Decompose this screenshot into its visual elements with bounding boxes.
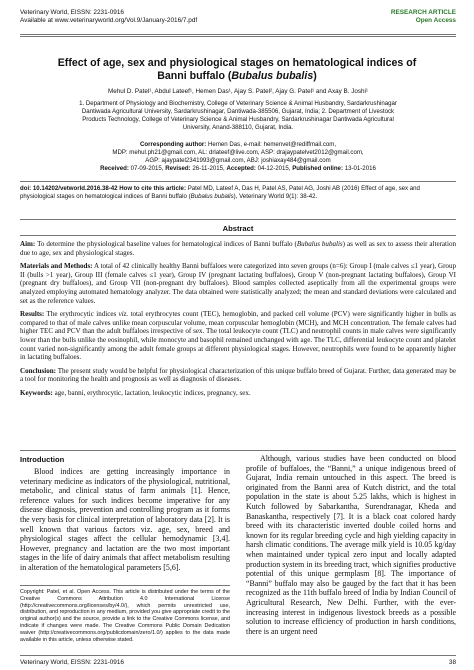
intro-paragraph: Although, various studies have been conducted on blood profile of buffaloes, the “Banni,” a unique indigenous breed of Gujarat, India remain untouched in this aspect. The breed is originated from the Banni area of Kutch district, and the total population in the state is about 5.25 lakhs, which is highest in Kutch followed by Sabarkantha, Surendranagar, Kheda and Banaskantha, respectively [7]. It is a black coat colored hardy breed with its characteristic inverted double coiled horns and known for its regular breeding cycle and high yielding capacity in harsh climatic conditions. The average milk yield is 10.05 kg/day when maintained under typical zero input and locally adapted production system in its breeding tract, which signifies productive potential of this unique germplasm [8]. The importance of “Banni” buffalo may also be gauged by the fact that it has been recognized as the 11th buffalo breed of India by Indian Council of Agricultural Research, New Delhi. Further, with the ever-increasing interest in indigenous livestock breeds as a possible solution to increase efficiency of production in harsh conditions, there is an urgent need [246, 454, 456, 636]
affiliation-line: University, Anand-388110, Gujarat, India. [182, 124, 294, 132]
intro-column-right [246, 454, 456, 636]
doi[interactable]: doi: 10.14202/vetworld.2016.38-42 [20, 185, 118, 192]
footer-journal: Veterinary World, EISSN: 2231-0916 [20, 659, 124, 666]
title-post: ) [313, 70, 317, 82]
conclusion-label: Conclusion: [20, 366, 57, 375]
results-label: Results: [20, 310, 45, 319]
article-dates [30, 165, 446, 173]
received-label: Received: [100, 165, 129, 172]
citation-bottom-rule [20, 219, 456, 220]
intro-column-left [20, 467, 230, 573]
intro-paragraph: Blood indices are getting increasingly importance in veterinary medicine as indicators of the physiological, nutritional, metabolic, and clinical status of farm animals [1]. Hence, reference values for such indices become imperative for any disease diagnosis, prevention and controlling program as it forms the very basis for clinical interpretation of laboratory data [2]. It is well known that various factors viz. age, sex, breed and physiological stages affect the cellular hemodynamic [3,4]. However, pregnancy and lactation are the two most important stages in the life of dairy animals that affect metabolism resulting in alteration of the hematological parameters [5,6]. [20, 467, 230, 572]
abstract-keywords [20, 389, 456, 398]
header-divider [20, 34, 456, 35]
affiliations [30, 100, 446, 132]
title-line-2 [24, 70, 450, 83]
aim-species: Bubalus bubalis [296, 240, 343, 248]
title-line-1: Effect of age, sex and physiological stages on hematological indices of [57, 57, 417, 69]
open-access-label: Open Access [415, 17, 456, 24]
footer-rule [20, 655, 456, 656]
abstract-conclusion [20, 367, 456, 384]
citation-species: Bubalus bubalis [190, 193, 234, 201]
results-text: total erythrocytes count (TEC), hemoglobin, and packed cell volume (PCV) were significantly higher in bulls as compared to that of male calves unlike mean corpuscular volume, mean corpuscular hemoglobin (MCH), and MCH concentration. The female calves had higher TEC and PCV than the adult buffaloes irrespective of sex. The total leukocyte count (TLC) and neutrophil counts in male calves were significantly lower than the bulls unlike the eosinophil, while monocyte and basophil remained unchanged with age. The TLC, differential leukocyte count and platelet count varied non-significantly among the adult female groups at different physiological stages. However, neutrophils were found to be apparently higher in lactating buffaloes. [20, 310, 457, 362]
aim-label: Aim: [20, 240, 36, 248]
published-label: Published online: [292, 165, 343, 172]
author-list: Mehul D. Patel¹, Abdul Lateef¹, Hemen Das¹, Ajay S. Patel², Ajay G. Patel¹ and Axay B. Joshi¹ [107, 88, 369, 95]
abstract-methods [20, 262, 456, 305]
introduction-heading: Introduction [20, 455, 65, 464]
abstract-rule [20, 235, 456, 236]
corr-emails: MDP: mehul.ph21@gmail.com, AL: drlateef@live.com, ASP: drajaypatelvet2012@gmail.com, [112, 149, 364, 156]
conclusion-text: The present study would be helpful for physiological characterization of this unique buffalo breed of Gujarat. Further, data generated may be a tool for monitoring the health and prognosis as well as diagnosis of diseases. [20, 366, 456, 384]
title-species: Bubalus bubalis [231, 70, 314, 82]
accepted-label: Accepted: [226, 165, 256, 172]
revised-date: 26-11-2015, [192, 165, 225, 172]
copyright-rule [20, 585, 230, 586]
abstract-results [20, 310, 456, 362]
accepted-date: 04-12-2015, [257, 165, 291, 172]
revised-label: Revised: [165, 165, 191, 172]
article-badges [391, 9, 456, 25]
article-type-label: RESEARCH ARTICLE [390, 9, 456, 16]
corr-label: Corresponding author: [139, 141, 207, 148]
page-number: 38 [448, 659, 456, 666]
aim-text: To determine the physiological baseline values for hematological indices of Banni buffalo ( [37, 240, 297, 248]
published-date: 13-01-2016 [344, 165, 376, 172]
affiliation-line: Dantiwada Agricultural University, Sardarkrushinagar, Dantiwada-385506, Gujarat, India; 2. Department of Livestock [81, 108, 395, 116]
abstract-body [20, 240, 456, 403]
abstract-heading: Abstract [222, 224, 254, 233]
page-header [20, 9, 456, 31]
how-to-cite-label: How to cite this article: [119, 185, 186, 192]
received-date: 07-09-2015, [130, 165, 164, 172]
journal-info [20, 9, 197, 25]
citation-top-rule [20, 181, 456, 182]
abstract-aim [20, 240, 456, 257]
copyright-notice: Copyright: Patel, et al. Open Access. This article is distributed under the terms of the Creative Commons Attribution 4.0 International License (http://creativecommons.org/licenses/by/4.0/), which permits unrestricted use, distribution, and reproduction in any medium, provided you give appropriate credit to the original author(s) and the source, provide a link to the Creative Commons license, and indicate if changes were made. The Creative Commons Public Domain Dedication waiver (http://creativecommons.org/publicdomain/zero/1.0/) applies to the data made available in this article, unless otherwise stated. [20, 589, 230, 643]
header-divider-2 [20, 36, 456, 37]
corresponding-author [30, 141, 446, 149]
corr-emails-2: AGP: ajaypatel2341993@gmail.com, ABJ: joshiaxay484@gmail.com [145, 157, 331, 164]
corr-name: Hemen Das, e-mail: hemenvet@rediffmail.com, [208, 141, 337, 148]
correspondence-block [30, 141, 446, 173]
methods-text: A total of 42 clinically healthy Banni buffaloes were categorized into seven groups (n=6): Group I (male calves ≤1 year), Group II (bulls >1 year), Group III (female calves ≤1 year), Group IV (pregnant lactating buffaloes), Group V (non-pregnant lactating buffaloes), Group VI (pregnant dry buffaloes), and Group VII (non-pregnant dry buffaloes). Blood samples collected aseptically from all the experimental groups were analyzed employing automated hematology analyzer. The data obtained were statistically analyzed; the mean and standard deviations were calculated and set as the reference values. [20, 262, 457, 305]
title-pre: Banni buffalo ( [157, 70, 232, 82]
citation-end: ), Veterinary World 9(1): 38-42. [233, 193, 318, 201]
affiliation-line: Products Technology, College of Veterinary Science & Animal Husbandry, Sardarkrushinagar Dantiwada Agricultural [82, 116, 394, 124]
abstract-bottom-rule [20, 450, 456, 451]
citation-text: Patel MD, Lateef A, Das H, Patel AS, Patel AG, Joshi AB (2016) Effect of age, sex and physiological stages on hematological indices of Banni buffalo ( [20, 185, 420, 201]
journal-name: Veterinary World, EISSN: 2231-0916 [20, 9, 124, 16]
keywords-label: Keywords: [20, 388, 53, 397]
availability-link[interactable]: Available at www.veterinaryworld.org/Vol.9/January-2016/7.pdf [20, 17, 198, 24]
results-text-pre: The erythrocytic indices [46, 310, 117, 319]
citation-block [20, 185, 456, 201]
methods-label: Materials and Methods: [20, 262, 93, 271]
results-viz: viz. [118, 310, 129, 319]
aim-text-end: ) as well as sex to assess their alteration due to age, sex and physiological stages. [20, 240, 457, 257]
article-title [24, 57, 450, 83]
affiliation-line: 1. Department of Physiology and Biochemistry, College of Veterinary Science & Animal Husbandry, Sardarkrushinagar [79, 100, 397, 107]
keywords-text: age, banni, erythrocytic, lactation, leukocytic indices, pregnancy, sex. [54, 388, 251, 397]
